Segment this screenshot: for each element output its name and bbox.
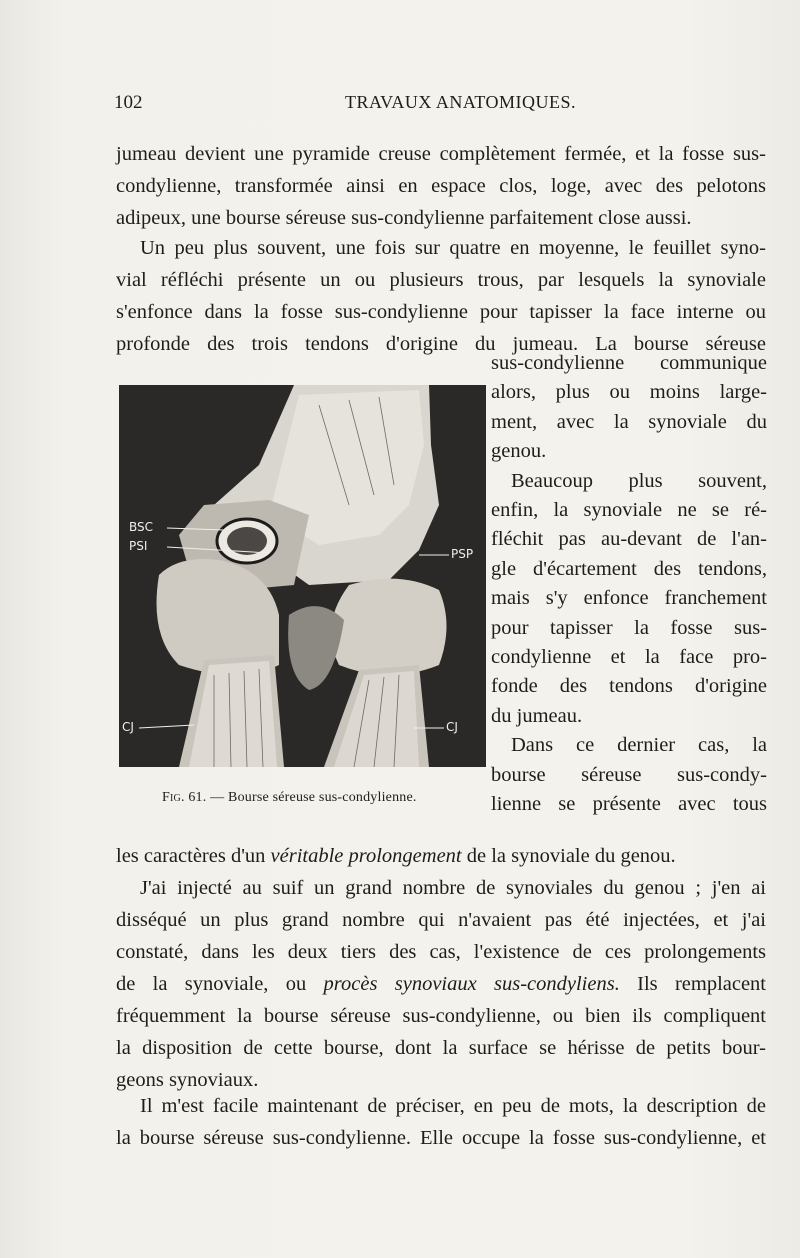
- text-line: sus-condylienne communique: [491, 352, 767, 374]
- text-line: geons synoviaux.: [116, 1069, 259, 1091]
- text-line: [116, 840, 766, 872]
- text-run: les caractères d'un: [116, 845, 271, 867]
- running-title: TRAVAUX ANATOMIQUES.: [345, 92, 577, 112]
- text-line: alors, plus ou moins large-: [491, 381, 767, 404]
- side-column-text: [491, 349, 767, 820]
- page-header: [114, 92, 754, 118]
- text-line: constaté, dans les deux tiers des cas, l'existence de ces prolongements: [116, 941, 766, 963]
- label-psp: PSP: [451, 547, 474, 561]
- text-line: pour tapisser la fosse sus-: [491, 616, 767, 639]
- text-line: Dans ce dernier cas, la: [511, 734, 767, 757]
- text-line: jumeau devient une pyramide creuse complètement fermée, et la fosse sus-: [116, 143, 766, 165]
- text-line: la disposition de cette bourse, dont la surface se hérisse de petits bour-: [116, 1037, 766, 1059]
- caption-text: — Bourse séreuse sus-condylienne.: [206, 790, 417, 805]
- text-line: enfin, la synoviale ne se ré-: [491, 499, 767, 522]
- text-run: de la synoviale, ou: [116, 973, 324, 995]
- anatomical-figure: [119, 385, 486, 767]
- text-line: ment, avec la synoviale du: [491, 410, 767, 433]
- text-line: genou.: [491, 440, 547, 463]
- text-line: fonde des tendons d'origine: [491, 675, 767, 698]
- text-line: lienne se présente avec tous: [491, 793, 767, 816]
- knee-illustration: [119, 385, 486, 767]
- text-line: la bourse séreuse sus-condylienne. Elle occupe la fosse sus-condylienne, et: [116, 1127, 766, 1149]
- text-line: gle d'écartement des tendons,: [491, 557, 767, 580]
- label-cj-left: CJ: [122, 720, 134, 734]
- text-line: Un peu plus souvent, une fois sur quatre en moyenne, le feuillet syno-: [140, 237, 766, 259]
- text-line: du jumeau.: [491, 704, 583, 727]
- paragraph-5: [116, 1090, 766, 1154]
- text-line: profonde des trois tendons d'origine du jumeau. La bourse séreuse: [116, 333, 766, 355]
- text-line: s'enfonce dans la fosse sus-condylienne pour tapisser la face interne ou: [116, 301, 766, 323]
- text-line: condylienne, transformée ainsi en espace clos, loge, avec des pelotons: [116, 175, 766, 197]
- text-line: disséqué un plus grand nombre qui n'avaient pas été injectées, et j'ai: [116, 909, 766, 931]
- label-psi: PSI: [129, 539, 148, 553]
- page-number: 102: [114, 92, 143, 113]
- text-line: vial réfléchi présente un ou plusieurs trous, par lesquels la synoviale: [116, 269, 766, 291]
- text-line: Beaucoup plus souvent,: [511, 469, 767, 492]
- text-line: bourse séreuse sus-condy-: [491, 763, 767, 786]
- text-line: fléchit pas au-devant de l'an-: [491, 528, 767, 551]
- text-line: adipeux, une bourse séreuse sus-condylienne parfaitement close aussi.: [116, 207, 692, 229]
- paragraph-2: [116, 232, 766, 360]
- emphasis: véritable prolongement: [270, 845, 462, 867]
- text-line: Il m'est facile maintenant de préciser, en peu de mots, la description de: [140, 1095, 766, 1117]
- label-cj-right: CJ: [446, 720, 458, 734]
- text-line: mais s'y enfonce franchement: [491, 587, 767, 610]
- figure-caption: [162, 790, 417, 806]
- label-bsc: BSC: [129, 520, 154, 534]
- text-run: Ils remplacent: [619, 973, 767, 995]
- text-line: fréquemment la bourse séreuse sus-condylienne, ou bien ils compliquent: [116, 1005, 766, 1027]
- paragraph-4: [116, 872, 766, 1096]
- text-run: de la synoviale du genou.: [461, 845, 676, 867]
- paragraph-3: [116, 840, 766, 872]
- paragraph-1: [116, 138, 766, 234]
- text-line: [116, 968, 766, 1000]
- text-line: J'ai injecté au suif un grand nombre de synoviales du genou ; j'en ai: [140, 877, 766, 899]
- emphasis: procès synoviaux sus-condyliens.: [323, 973, 620, 995]
- text-line: condylienne et la face pro-: [491, 646, 767, 669]
- figure-number: Fig. 61.: [162, 790, 207, 805]
